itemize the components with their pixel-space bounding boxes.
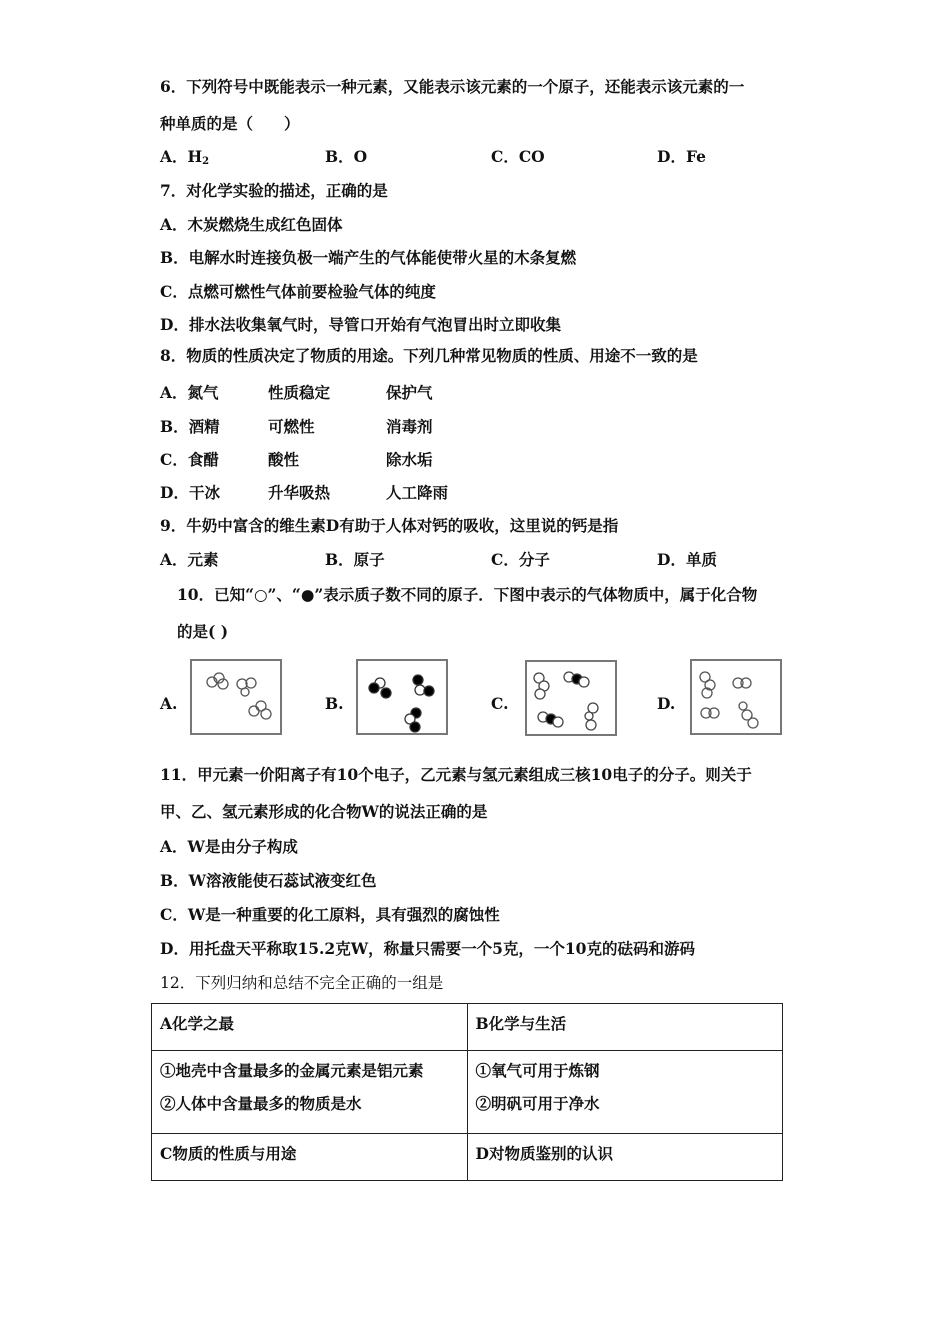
cell-c-header: C物质的性质与用途	[152, 1134, 468, 1181]
q8-row-c-use: 除水垢	[386, 450, 433, 469]
q7-option-c: C．点燃可燃性气体前要检验气体的纯度	[160, 282, 436, 301]
cell-d-header: D对物质鉴别的认识	[467, 1134, 783, 1181]
q6-option-b: B．O	[325, 147, 368, 166]
q8-row-d-property: 升华吸热	[268, 483, 331, 502]
q6-option-a	[160, 147, 209, 172]
cell-b-item-2: ②明矾可用于净水	[475, 1094, 600, 1113]
q10-option-d-label: D.	[657, 694, 676, 713]
q10-option-a-label: A.	[160, 694, 178, 713]
q10-option-b-label: B.	[325, 694, 344, 713]
q9-option-a: A．元素	[160, 550, 219, 569]
q8-row-a-substance: A．氮气	[160, 383, 219, 402]
q8-row-d-use: 人工降雨	[386, 483, 449, 502]
cell-b-content	[467, 1051, 783, 1134]
q8-row-b-substance: B．酒精	[160, 417, 220, 436]
subscript: 2	[202, 156, 210, 167]
q10-option-d-diagram	[690, 659, 782, 735]
q12-table	[151, 1003, 783, 1181]
q8-row-c-substance: C．食醋	[160, 450, 219, 469]
molecule-diagram-d	[692, 661, 780, 733]
molecule-diagram-a	[192, 661, 280, 733]
q12-stem: 12．下列归纳和总结不完全正确的一组是	[160, 974, 444, 992]
cell-a-header: A化学之最	[152, 1004, 468, 1051]
q9-option-c: C．分子	[491, 550, 550, 569]
q11-stem-line2: 甲、乙、氢元素形成的化合物W的说法正确的是	[160, 802, 488, 821]
cell-b-item-1: ①氧气可用于炼钢	[475, 1061, 600, 1080]
q7-stem: 7．对化学实验的描述，正确的是	[160, 181, 388, 200]
q8-row-b-use: 消毒剂	[386, 417, 433, 436]
q11-option-a: A．W是由分子构成	[160, 837, 298, 856]
q6-option-d: D．Fe	[657, 147, 706, 166]
q11-stem-line1: 11．甲元素一价阳离子有10个电子，乙元素与氢元素组成三核10电子的分子。则关于	[160, 765, 752, 784]
cell-a-item-2: ②人体中含量最多的物质是水	[160, 1094, 362, 1113]
q6-stem-line1: 6．下列符号中既能表示一种元素，又能表示该元素的一个原子，还能表示该元素的一	[160, 77, 745, 96]
q7-option-a: A．木炭燃烧生成红色固体	[160, 215, 343, 234]
q8-row-a-property: 性质稳定	[268, 383, 331, 402]
q11-option-c: C．W是一种重要的化工原料，具有强烈的腐蚀性	[160, 905, 500, 924]
q7-option-b: B．电解水时连接负极一端产生的气体能使带火星的木条复燃	[160, 248, 577, 267]
q8-row-b-property: 可燃性	[268, 417, 315, 436]
q11-option-b: B．W溶液能使石蕊试液变红色	[160, 871, 377, 890]
q8-row-a-use: 保护气	[386, 383, 433, 402]
q10-stem-line2: 的是( )	[177, 622, 229, 641]
molecule-diagram-b	[358, 661, 446, 733]
q8-row-c-property: 酸性	[268, 450, 300, 469]
cell-a-content	[152, 1051, 468, 1134]
q9-option-d: D．单质	[657, 550, 717, 569]
q6-stem-line2: 种单质的是（ ）	[160, 114, 300, 133]
table-row	[152, 1134, 783, 1181]
q7-option-d: D．排水法收集氧气时，导管口开始有气泡冒出时立即收集	[160, 315, 561, 334]
cell-a-item-1: ①地壳中含量最多的金属元素是铝元素	[160, 1061, 424, 1080]
q8-row-d-substance: D．干冰	[160, 483, 220, 502]
q8-stem: 8．物质的性质决定了物质的用途。下列几种常见物质的性质、用途不一致的是	[160, 346, 698, 365]
q6-option-c: C．CO	[491, 147, 545, 166]
q11-option-d: D．用托盘天平称取15.2克W，称量只需要一个5克，一个10克的砝码和游码	[160, 939, 695, 958]
table-row	[152, 1004, 783, 1051]
table-row	[152, 1051, 783, 1134]
q10-option-a-diagram	[190, 659, 282, 735]
q10-option-c-label: C.	[491, 694, 509, 713]
q6-option-a-text: A．H	[160, 147, 203, 166]
cell-b-header: B化学与生活	[467, 1004, 783, 1051]
q10-option-c-diagram	[525, 660, 617, 736]
q10-option-b-diagram	[356, 659, 448, 735]
q9-stem: 9．牛奶中富含的维生素D有助于人体对钙的吸收，这里说的钙是指	[160, 516, 619, 535]
molecule-diagram-c	[527, 662, 615, 734]
q10-stem-line1: 10．已知“○”、“●”表示质子数不同的原子．下图中表示的气体物质中，属于化合物	[177, 585, 758, 604]
q9-option-b: B．原子	[325, 550, 385, 569]
